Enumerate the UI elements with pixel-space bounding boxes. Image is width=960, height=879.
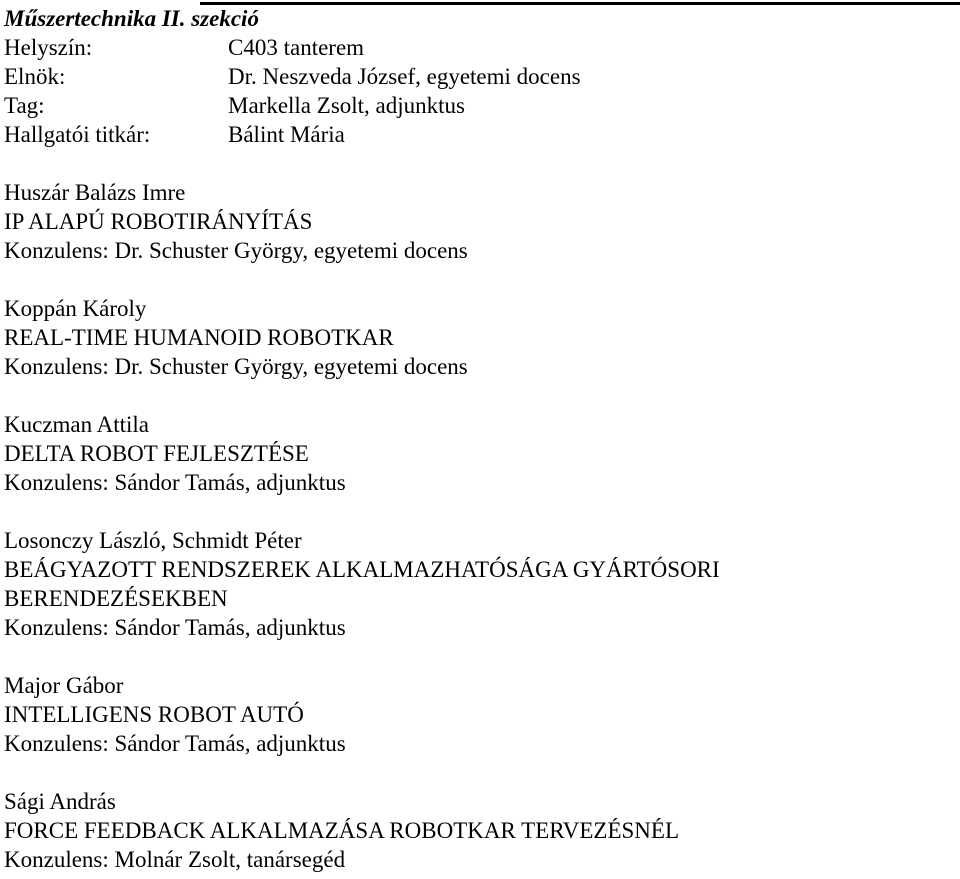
info-row-member [4, 91, 960, 120]
entry-author: Huszár Balázs Imre [4, 180, 186, 205]
entry-supervisor: Konzulens: Sándor Tamás, adjunktus [4, 470, 346, 495]
entry-supervisor: Konzulens: Molnár Zsolt, tanársegéd [4, 847, 346, 872]
entry-author: Koppán Károly [4, 296, 147, 321]
entry-supervisor: Konzulens: Dr. Schuster György, egyetemi docens [4, 354, 468, 379]
entry [4, 671, 960, 758]
entry-author: Kuczman Attila [4, 412, 149, 437]
entry-author: Losonczy László, Schmidt Péter [4, 528, 302, 553]
entry [4, 787, 960, 874]
entry-author: Sági András [4, 789, 116, 814]
entry-title: INTELLIGENS ROBOT AUTÓ [4, 702, 304, 727]
entry [4, 410, 960, 497]
info-label: Hallgatói titkár: [4, 122, 151, 147]
info-row-chair [4, 62, 960, 91]
entry [4, 294, 960, 381]
document [4, 4, 960, 874]
info-label: Helyszín: [4, 35, 93, 60]
entry-title-continued: BERENDEZÉSEKBEN [4, 586, 228, 611]
info-value: Dr. Neszveda József, egyetemi docens [228, 64, 581, 89]
entry-supervisor: Konzulens: Sándor Tamás, adjunktus [4, 615, 346, 640]
entry-title: FORCE FEEDBACK ALKALMAZÁSA ROBOTKAR TERVEZÉSNÉL [4, 818, 679, 843]
info-value: Markella Zsolt, adjunktus [228, 93, 465, 118]
section-title: Műszertechnika II. szekció [4, 6, 259, 31]
entry-supervisor: Konzulens: Dr. Schuster György, egyetemi docens [4, 238, 468, 263]
info-label: Tag: [4, 93, 45, 118]
entry-supervisor: Konzulens: Sándor Tamás, adjunktus [4, 731, 346, 756]
info-value: Bálint Mária [228, 122, 345, 147]
entry [4, 526, 960, 642]
entry-author: Major Gábor [4, 673, 124, 698]
info-value: C403 tanterem [228, 35, 365, 60]
entry [4, 178, 960, 265]
entry-title: IP ALAPÚ ROBOTIRÁNYÍTÁS [4, 209, 313, 234]
entry-title: REAL-TIME HUMANOID ROBOTKAR [4, 325, 394, 350]
info-row-secretary [4, 120, 960, 149]
entry-title: BEÁGYAZOTT RENDSZEREK ALKALMAZHATÓSÁGA GYÁRTÓSORI [4, 557, 720, 582]
info-row-location [4, 33, 960, 62]
info-label: Elnök: [4, 64, 66, 89]
entry-title: DELTA ROBOT FEJLESZTÉSE [4, 441, 309, 466]
